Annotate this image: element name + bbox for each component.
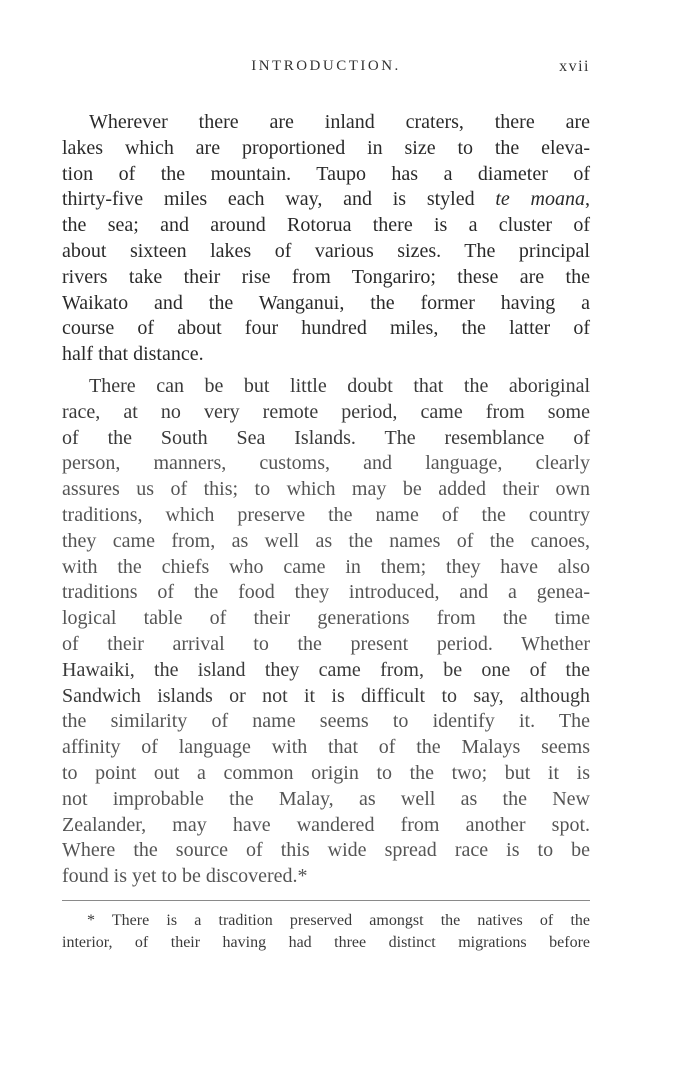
footnote-line: * There is a tradition preserved amongst the natives of the [87, 912, 590, 929]
running-header [62, 58, 590, 86]
text-line: found is yet to be discovered.* [62, 865, 308, 888]
body-text [62, 110, 590, 890]
paragraph-1 [62, 110, 590, 368]
paragraph-2 [62, 374, 590, 890]
text-line: Waikato and the Wanganui, the former having a [62, 291, 590, 314]
text-line: Zealander, may have wandered from another spot. [62, 813, 590, 836]
text-line: traditions, which preserve the name of the country [62, 503, 590, 526]
italic-phrase: te moana [495, 188, 585, 211]
text-line: the similarity of name seems to identify it. The [62, 710, 590, 733]
text-line: of their arrival to the present period. Whether [62, 632, 590, 655]
text-line: the sea; and around Rotorua there is a cluster of [62, 214, 590, 237]
footnote-line: interior, of their having had three distinct migrations before [62, 934, 590, 951]
text-line: Hawaiki, the island they came from, be one of the [62, 658, 590, 681]
text-line: race, at no very remote period, came from some [62, 400, 590, 423]
page-number: xvii [559, 58, 590, 75]
text-line: they came from, as well as the names of the canoes, [62, 529, 590, 552]
text-line: person, manners, customs, and language, clearly [62, 452, 590, 475]
text-line: not improbable the Malay, as well as the New [62, 787, 590, 810]
footnote [62, 910, 590, 954]
text-line: affinity of language with that of the Malays seems [62, 736, 590, 759]
text-line: half that distance. [62, 343, 204, 366]
text-line: rivers take their rise from Tongariro; these are the [62, 265, 590, 288]
text-line: lakes which are proportioned in size to the eleva- [62, 136, 590, 159]
text-line: assures us of this; to which may be added their own [62, 478, 590, 501]
text-line: Wherever there are inland craters, there are [89, 111, 590, 133]
text-line: of the South Sea Islands. The resemblance of [62, 426, 590, 449]
text-line: traditions of the food they introduced, and a genea- [62, 581, 590, 604]
text-line: course of about four hundred miles, the latter of [62, 317, 590, 340]
text-line: about sixteen lakes of various sizes. The principal [62, 239, 590, 262]
text-line: to point out a common origin to the two; but it is [62, 761, 590, 784]
text-line: tion of the mountain. Taupo has a diameter of [62, 162, 590, 185]
text-line: There can be but little doubt that the aboriginal [89, 374, 590, 397]
text-line: Where the source of this wide spread race is to be [62, 839, 590, 862]
text-line: Sandwich islands or not it is difficult to say, although [62, 684, 590, 707]
chapter-title: INTRODUCTION. [251, 58, 401, 74]
text-line: logical table of their generations from the time [62, 607, 590, 630]
text-line: with the chiefs who came in them; they have also [62, 555, 590, 578]
text-line: thirty-five miles each way, and is styled te moana, [62, 188, 590, 211]
footnote-divider [62, 900, 590, 901]
